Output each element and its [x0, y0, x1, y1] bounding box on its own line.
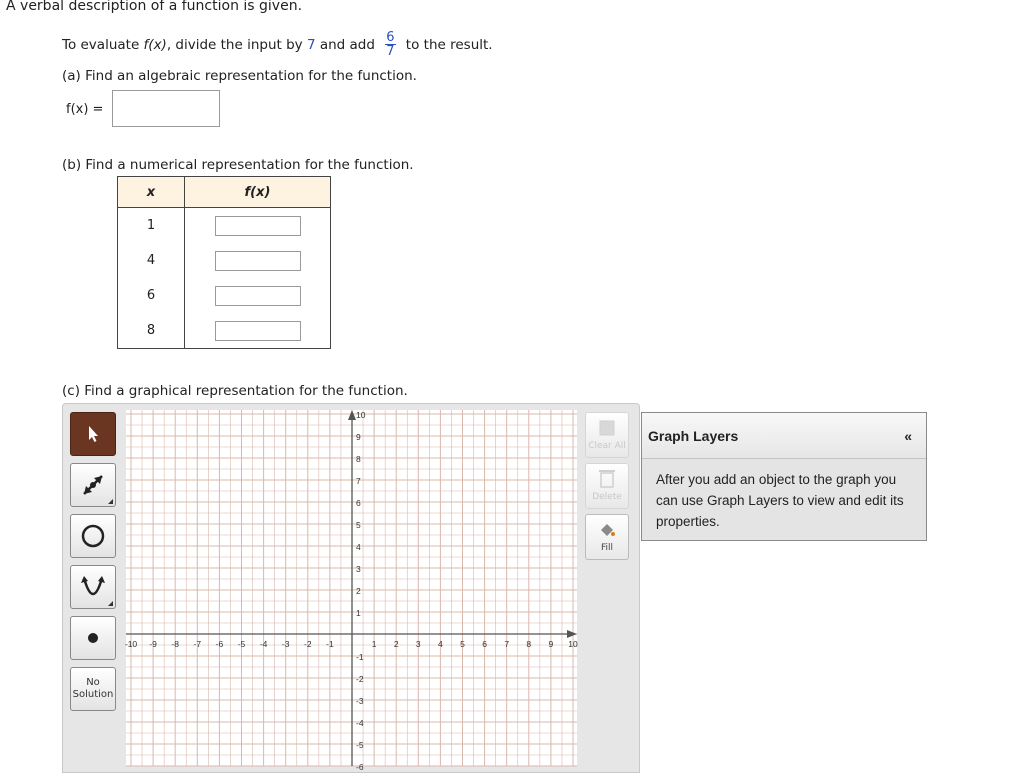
y-tick-label: 8 — [356, 454, 361, 464]
y-tick-label: -1 — [356, 652, 364, 662]
prompt-fraction — [385, 31, 395, 58]
pointer-icon — [85, 425, 101, 443]
fx-input-6[interactable] — [215, 286, 301, 306]
parabola-icon — [78, 572, 108, 602]
x-tick-label: -7 — [193, 639, 202, 649]
x-tick-label: 6 — [482, 639, 487, 649]
x-tick-label: -1 — [326, 639, 334, 649]
fill-label: Fill — [600, 543, 614, 553]
clear-all-label: Clear All — [588, 441, 626, 451]
y-tick-label: 5 — [356, 520, 361, 530]
parabola-tool-button[interactable] — [70, 565, 116, 609]
line-tool-button[interactable] — [70, 463, 116, 507]
no-solution-label: No Solution — [72, 677, 114, 700]
paint-bucket-icon — [597, 520, 617, 540]
point-icon — [85, 630, 101, 646]
fraction-numerator: 6 — [386, 30, 395, 45]
fx-input-1[interactable] — [215, 216, 301, 236]
problem-statement — [62, 31, 493, 58]
table-row — [118, 313, 331, 349]
numerical-table — [117, 176, 331, 349]
y-tick-label: -2 — [356, 674, 364, 684]
no-solution-button[interactable] — [70, 667, 116, 711]
delete-button[interactable] — [585, 463, 629, 509]
x-tick-label: 2 — [393, 639, 399, 649]
line-arrow-icon — [78, 470, 108, 500]
x-tick-label: -3 — [281, 639, 290, 649]
x-value: 8 — [118, 313, 185, 349]
x-tick-label: -2 — [304, 639, 312, 649]
fx-label: f(x) = — [66, 102, 104, 117]
x-value: 4 — [118, 243, 185, 278]
collapse-icon[interactable]: « — [904, 427, 912, 444]
graph-layers-panel — [641, 412, 927, 541]
y-tick-label: 1 — [356, 608, 361, 618]
y-tick-label: 6 — [356, 498, 361, 508]
graph-layers-title: Graph Layers — [648, 427, 739, 444]
table-header-row — [118, 177, 331, 208]
fx-input-4[interactable] — [215, 251, 301, 271]
prompt-text-1: To evaluate — [62, 36, 144, 53]
y-tick-label: -4 — [356, 718, 364, 728]
x-tick-label: 9 — [548, 639, 554, 649]
y-tick-label: -6 — [356, 762, 364, 772]
y-tick-label: 3 — [356, 564, 361, 574]
y-tick-label: 9 — [356, 432, 361, 442]
table-row — [118, 208, 331, 244]
instructions-header: A verbal description of a function is given. — [6, 0, 303, 14]
point-tool-button[interactable] — [70, 616, 116, 660]
x-tick-label: -9 — [149, 639, 157, 649]
y-tick-label: 10 — [356, 410, 366, 420]
part-b-label: (b) Find a numerical representation for the function. — [62, 157, 414, 173]
clear-all-icon — [597, 418, 617, 438]
x-tick-label: -5 — [237, 639, 246, 649]
prompt-text-2: , divide the input by — [166, 36, 307, 53]
trash-icon — [597, 467, 617, 489]
part-c-label: (c) Find a graphical representation for the function. — [62, 383, 408, 399]
y-tick-label: 7 — [356, 476, 361, 486]
delete-label: Delete — [592, 492, 622, 502]
fill-button[interactable] — [585, 514, 629, 560]
column-header-x: x — [118, 177, 185, 208]
x-tick-label: 8 — [526, 639, 532, 649]
table-row — [118, 278, 331, 313]
pointer-tool-button[interactable] — [70, 412, 116, 456]
x-tick-label: -8 — [171, 639, 179, 649]
table-row — [118, 243, 331, 278]
part-a-label: (a) Find an algebraic representation for the function. — [62, 68, 417, 84]
x-tick-label: 4 — [438, 639, 443, 649]
circle-icon — [79, 522, 107, 550]
x-tick-label: 3 — [415, 639, 421, 649]
clear-all-button[interactable] — [585, 412, 629, 458]
algebraic-answer-input[interactable] — [112, 90, 220, 127]
prompt-text-3: and add — [315, 36, 380, 53]
prompt-divisor: 7 — [306, 36, 316, 53]
x-tick-label: 10 — [568, 639, 578, 649]
column-header-fx: f(x) — [185, 177, 331, 208]
fraction-denominator: 7 — [386, 44, 395, 59]
fx-input-8[interactable] — [215, 321, 301, 341]
x-tick-label: 1 — [371, 639, 377, 649]
x-tick-label: -10 — [124, 639, 138, 649]
prompt-fx: f(x) — [143, 36, 167, 53]
circle-tool-button[interactable] — [70, 514, 116, 558]
x-value: 1 — [118, 208, 185, 244]
x-value: 6 — [118, 278, 185, 313]
graph-layers-description: After you add an object to the graph you can use Graph Layers to view and edit its properties. — [656, 472, 904, 529]
y-tick-label: -3 — [356, 696, 364, 706]
prompt-text-4: to the result. — [401, 36, 493, 53]
x-tick-label: 7 — [504, 639, 510, 649]
x-tick-label: -4 — [259, 639, 268, 649]
y-tick-label: 4 — [356, 542, 361, 552]
coordinate-graph[interactable] — [124, 410, 578, 772]
x-tick-label: -6 — [215, 639, 224, 649]
x-tick-label: 5 — [460, 639, 465, 649]
y-tick-label: 2 — [356, 586, 361, 596]
y-tick-label: -5 — [356, 740, 364, 750]
